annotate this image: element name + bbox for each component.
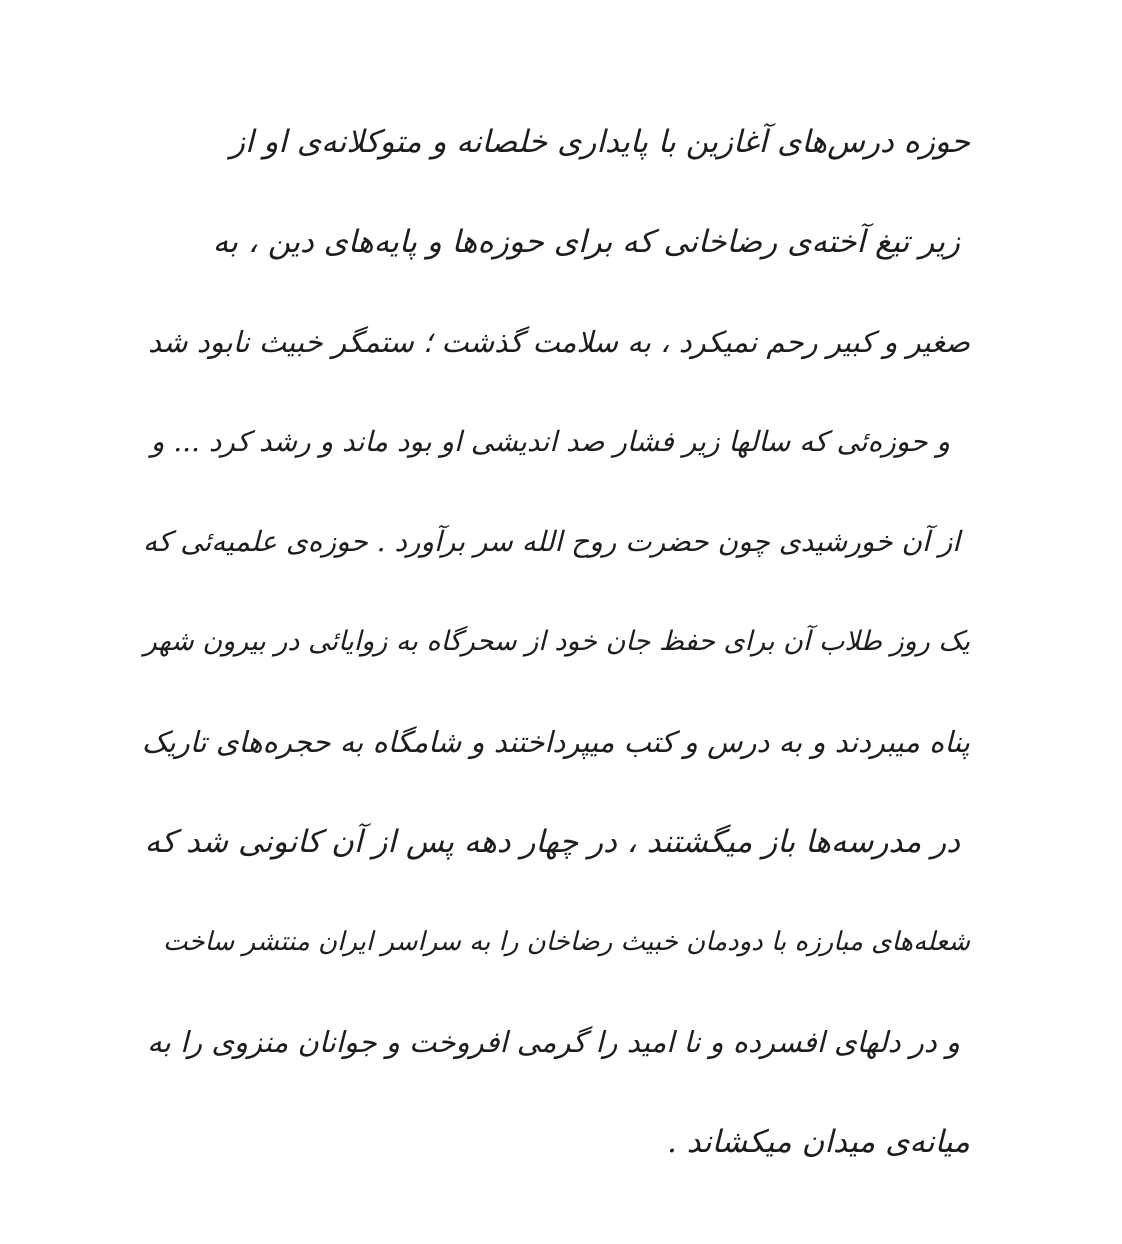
text-line: شعله‌های مبارزه با دودمان خبیث رضاخان را به سراسر ایران منتشر ساخت bbox=[163, 927, 970, 957]
text-line: پناه میبردند و به درس و کتب میپرداختند و شامگاه به حجره‌های تاریک bbox=[141, 725, 970, 759]
text-line: در مدرسه‌ها باز میگشتند ، در چهار دهه پس از آن کانونی شد که bbox=[144, 824, 960, 860]
text-line: و در دلهای افسرده و نا امید را گرمی افروخت و جوانان منزوی را به bbox=[147, 1025, 960, 1059]
text-line: و حوزه‌ئی که سالها زیر فشار صد اندیشی او بود ماند و رشد کرد ... و bbox=[150, 425, 950, 458]
text-line: حوزه درس‌های آغازین با پایداری خلصانه و متوکلانه‌ی او از bbox=[230, 124, 970, 160]
handwritten-text-block bbox=[140, 112, 970, 1212]
text-line: زیر تیغ آخته‌ی رضاخانی که برای حوزه‌ها و پایه‌های دین ، به bbox=[212, 224, 960, 260]
text-line: میانه‌ی میدان میکشاند . bbox=[666, 1124, 970, 1160]
text-line: یک روز طلاب آن برای حفظ جان خود از سحرگاه به زوایائی در بیرون شهر bbox=[143, 626, 970, 657]
text-line: صغیر و کبیر رحم نمیکرد ، به سلامت گذشت ؛ ستمگر خبیث نابود شد bbox=[147, 325, 970, 359]
text-line: از آن خورشیدی چون حضرت روح الله سر برآورد . حوزه‌ی علمیه‌ئی که bbox=[142, 525, 960, 558]
